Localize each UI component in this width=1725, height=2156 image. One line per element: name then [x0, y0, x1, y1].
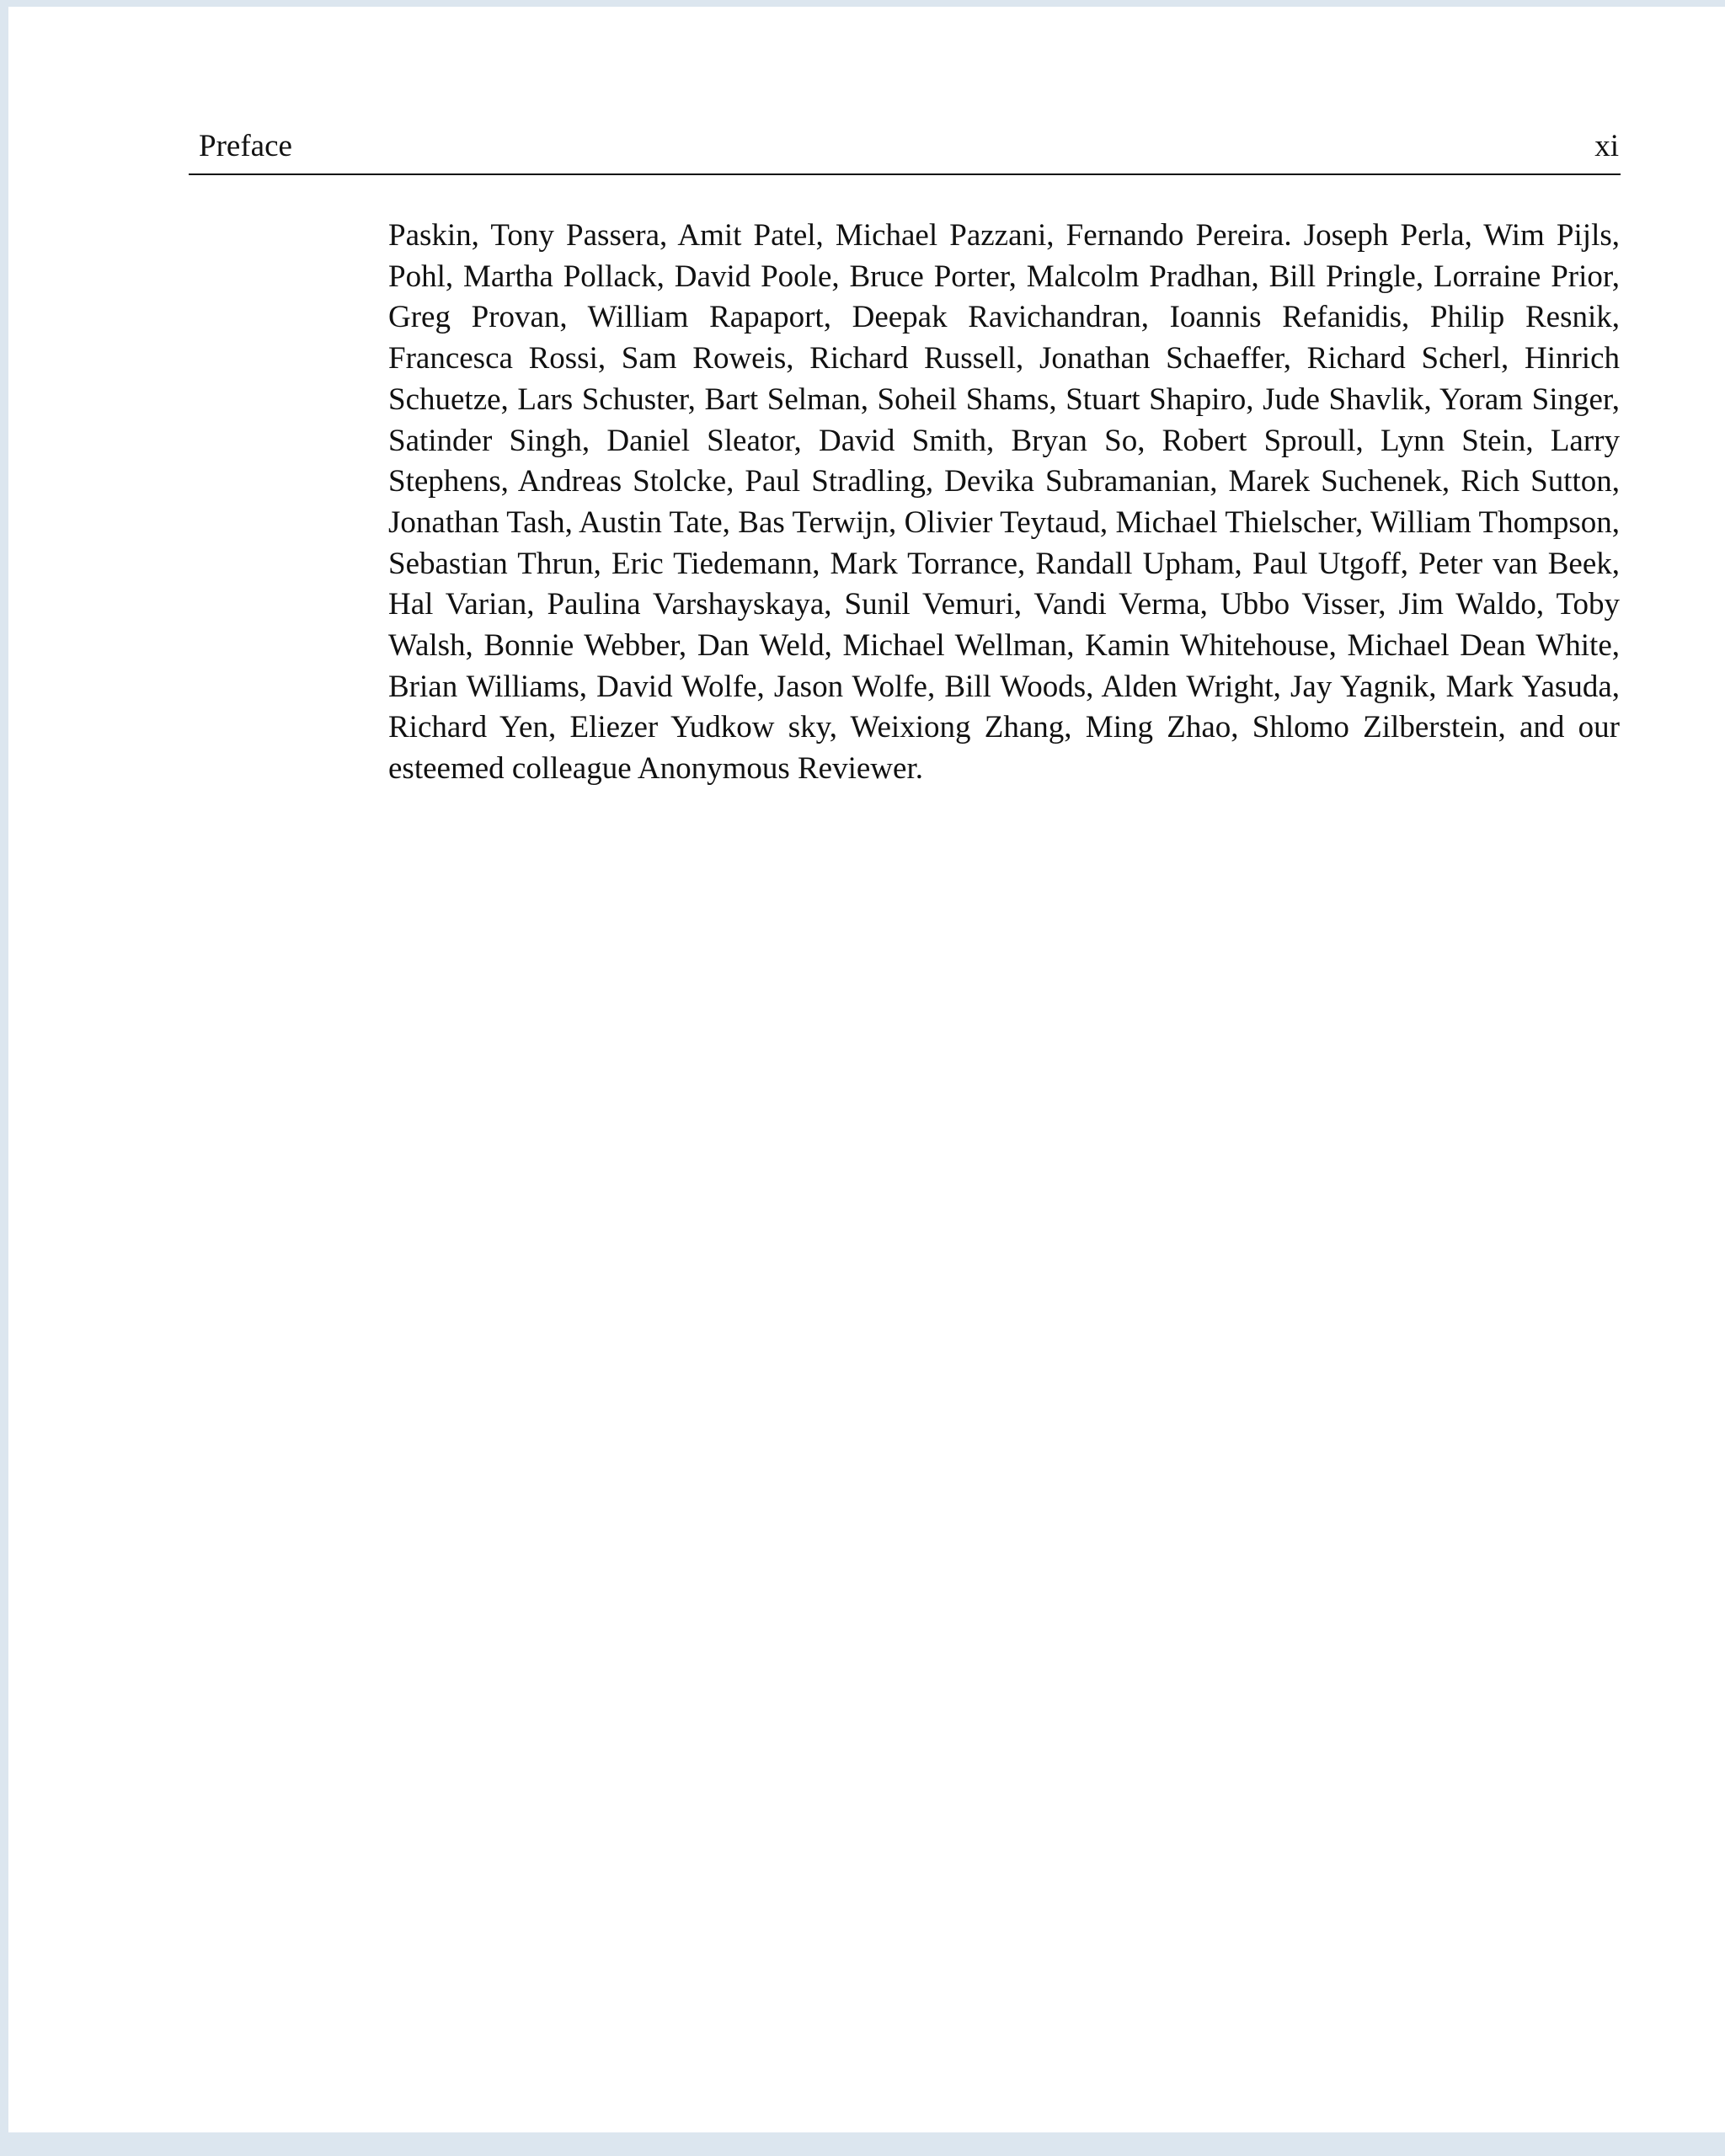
- running-header: [189, 125, 1621, 175]
- book-page: [8, 7, 1725, 2132]
- chapter-title: Preface: [199, 129, 292, 163]
- page-number: xi: [1594, 129, 1619, 163]
- acknowledgements-paragraph: Paskin, Tony Passera, Amit Patel, Michael Pazzani, Fernando Pereira. Joseph Perla, Wim Pijls, Pohl, Martha Pollack, David Poole, Bruce Porter, Malcolm Pradhan, Bill Pringle, Lorraine Prior, Greg Provan, William Rapaport, Deepak Ravichandran, Ioannis Refanidis, Philip Resnik, Francesca Rossi, Sam Roweis, Richard Russell, Jonathan Schaeffer, Richard Scherl, Hinrich Schuetze, Lars Schuster, Bart Selman, Soheil Shams, Stuart Shapiro, Jude Shavlik, Yoram Singer, Satinder Singh, Daniel Sleator, David Smith, Bryan So, Robert Sproull, Lynn Stein, Larry Stephens, Andreas Stolcke, Paul Stradling, Devika Subramanian, Marek Suchenek, Rich Sutton, Jonathan Tash, Austin Tate, Bas Terwijn, Olivier Teytaud, Michael Thielscher, William Thompson, Sebastian Thrun, Eric Tiedemann, Mark Torrance, Randall Upham, Paul Utgoff, Peter van Beek, Hal Varian, Paulina Varshayskaya, Sunil Vemuri, Vandi Verma, Ubbo Visser, Jim Waldo, Toby Walsh, Bonnie Webber, Dan Weld, Michael Wellman, Kamin Whitehouse, Michael Dean White, Brian Williams, David Wolfe, Jason Wolfe, Bill Woods, Alden Wright, Jay Yagnik, Mark Yasuda, Richard Yen, Eliezer Yudkow sky, Weixiong Zhang, Ming Zhao, Shlomo Zilberstein, and our esteemed colleague Anonymous Reviewer.: [388, 218, 1620, 787]
